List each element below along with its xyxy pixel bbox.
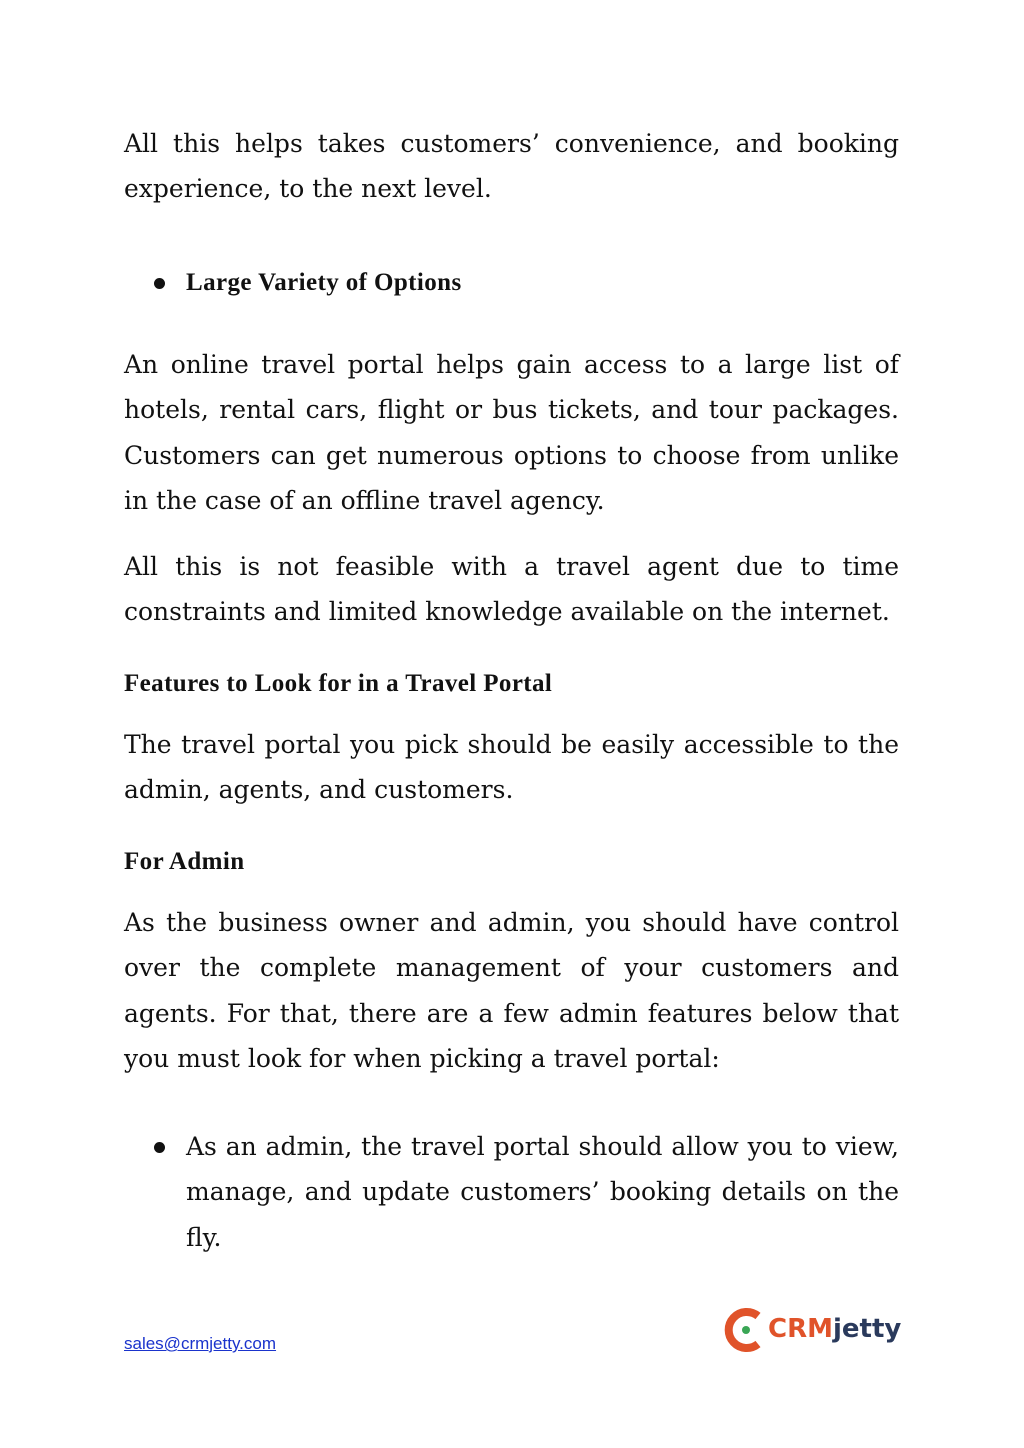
variety-paragraph: An online travel portal helps gain access to a large list of hotels, rental cars, flight or bus tickets, and tour packages. Customers can get numerous options to choose from unlike in the case of an offline travel agency. [124, 350, 899, 515]
admin-paragraph: As the business owner and admin, you should have control over the complete management of your customers and agents. For that, there are a few admin features below that you must look for when picking a travel portal: [124, 908, 899, 1073]
variety-heading: Large Variety of Options [186, 269, 462, 296]
features-heading: Features to Look for in a Travel Portal [124, 670, 553, 697]
features-paragraph: The travel portal you pick should be easily accessible to the admin, agents, and customers. [124, 730, 899, 805]
crmjetty-logo-text [768, 1312, 901, 1346]
crmjetty-logo-icon [722, 1306, 766, 1354]
footer-email-link[interactable]: sales@crmjetty.com [124, 1334, 277, 1353]
agent-paragraph: All this is not feasible with a travel agent due to time constraints and limited knowledge available on the internet. [124, 552, 899, 627]
intro-paragraph: All this helps takes customers’ convenience, and booking experience, to the next level. [124, 129, 899, 204]
admin-heading: For Admin [124, 848, 245, 875]
bullet-dot [154, 1142, 165, 1153]
bullet-dot [154, 278, 165, 289]
logo-crm-text: CRM [768, 1314, 833, 1344]
logo-jetty-text: jetty [832, 1314, 902, 1344]
admin-bullet-text: As an admin, the travel portal should allow you to view, manage, and update customers’ booking details on the fly. [186, 1132, 899, 1252]
crmjetty-logo [722, 1306, 900, 1356]
